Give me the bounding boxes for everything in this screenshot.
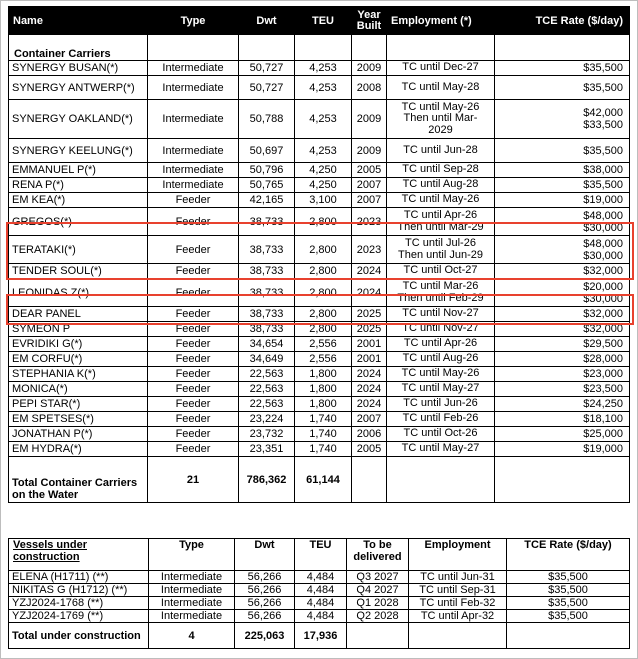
vessel-type: Feeder [148,412,239,427]
fleet-total-label: Total Container Carriers on the Water [9,457,148,503]
construction-vessel-name: YZJ2024-1769 (**) [9,610,149,623]
vessel-name: EMMANUEL P(*) [9,163,148,178]
vessel-row [9,337,630,352]
vessel-row [9,139,630,163]
vessel-type: Feeder [148,352,239,367]
construction-total-dwt: 225,063 [235,623,295,649]
construction-employment: TC until Sep-31 [409,584,507,597]
vessel-employment: TC until Feb-26 [387,412,495,427]
vessel-row [9,442,630,457]
vessel-dwt: 22,563 [239,367,295,382]
vessel-dwt: 50,788 [239,100,295,139]
vessel-employment: TC until Apr-26 [387,337,495,352]
vessel-dwt: 22,563 [239,397,295,412]
vessel-type: Intermediate [148,100,239,139]
vessel-employment: TC until Oct-27 [387,264,495,279]
col-dwt-header: Dwt [239,7,295,35]
vessel-name: SYNERGY BUSAN(*) [9,61,148,76]
vessel-year: 2024 [352,382,387,397]
vessel-dwt: 50,796 [239,163,295,178]
construction-row [9,597,630,610]
vessel-rate: $32,000 [495,322,630,337]
vessel-dwt: 23,224 [239,412,295,427]
vessel-teu: 2,800 [295,264,352,279]
fleet-total-teu: 61,144 [295,457,352,503]
vessel-dwt: 42,165 [239,193,295,208]
vessel-rate: $35,500 [495,61,630,76]
construction-rate: $35,500 [507,571,630,584]
vessel-employment: TC until Jul-26 Then until Jun-29 [387,236,495,264]
vessel-employment: TC until May-26 Then until Mar- 2029 [387,100,495,139]
vessel-name: MONICA(*) [9,382,148,397]
vessel-name: SYNERGY ANTWERP(*) [9,76,148,100]
vessel-type: Feeder [148,208,239,236]
construction-employment: TC until Feb-32 [409,597,507,610]
vessel-row [9,264,630,279]
vessel-rate: $32,000 [495,307,630,322]
vessel-year: 2007 [352,412,387,427]
vessel-employment: TC until Nov-27 [387,322,495,337]
construction-rate: $35,500 [507,584,630,597]
vessel-rate: $35,500 [495,76,630,100]
vessel-name: EM SPETSES(*) [9,412,148,427]
vessel-name: GREGOS(*) [9,208,148,236]
vessel-type: Feeder [148,367,239,382]
vessel-teu: 1,740 [295,427,352,442]
construction-employment: TC until Apr-32 [409,610,507,623]
vessel-row [9,367,630,382]
col-employment-header: Employment (*) [387,7,495,35]
vessel-row [9,61,630,76]
vessel-name: EM HYDRA(*) [9,442,148,457]
vessel-name: SYNERGY KEELUNG(*) [9,139,148,163]
vessel-dwt: 50,727 [239,76,295,100]
vessel-name: EM CORFU(*) [9,352,148,367]
vessel-year: 2007 [352,178,387,193]
vessel-dwt: 38,733 [239,236,295,264]
vessel-type: Feeder [148,442,239,457]
construction-total-row [9,623,630,649]
vessel-rate: $48,000 $30,000 [495,236,630,264]
vessel-employment: TC until Jun-28 [387,139,495,163]
vessel-type: Intermediate [148,76,239,100]
vessel-year: 2024 [352,264,387,279]
col-cdwt-header: Dwt [235,539,295,571]
construction-total-count: 4 [149,623,235,649]
vessel-year: 2023 [352,208,387,236]
vessel-dwt: 23,351 [239,442,295,457]
vessel-employment: TC until Apr-26 Then until Mar-29 [387,208,495,236]
col-cemployment-header: Employment [409,539,507,571]
vessel-employment: TC until May-28 [387,76,495,100]
vessel-teu: 2,800 [295,279,352,307]
vessel-employment: TC until May-27 [387,442,495,457]
construction-employment: TC until Jun-31 [409,571,507,584]
vessel-rate: $23,500 [495,382,630,397]
vessel-dwt: 38,733 [239,208,295,236]
construction-vessel-dwt: 56,266 [235,571,295,584]
vessel-rate: $18,100 [495,412,630,427]
vessel-year: 2007 [352,193,387,208]
col-rate-header: TCE Rate ($/day) [495,7,630,35]
construction-header-row [9,539,630,571]
vessel-row [9,193,630,208]
vessel-year: 2024 [352,397,387,412]
construction-vessel-dwt: 56,266 [235,610,295,623]
vessel-teu: 1,800 [295,367,352,382]
vessel-dwt: 34,649 [239,352,295,367]
vessel-employment: TC until Oct-26 [387,427,495,442]
vessel-dwt: 50,727 [239,61,295,76]
vessel-employment: TC until Dec-27 [387,61,495,76]
vessel-type: Feeder [148,307,239,322]
vessel-teu: 1,740 [295,412,352,427]
vessel-employment: TC until Mar-26 Then until Feb-29 [387,279,495,307]
vessel-row [9,163,630,178]
construction-vessel-name: NIKITAS G (H1712) (**) [9,584,149,597]
col-delivered-header: To be delivered [347,539,409,571]
vessel-name: EVRIDIKI G(*) [9,337,148,352]
vessel-name: LEONIDAS Z(*) [9,279,148,307]
fleet-header-row [9,7,630,35]
vessel-row [9,208,630,236]
vessel-dwt: 38,733 [239,279,295,307]
vessel-year: 2005 [352,442,387,457]
vessel-row [9,397,630,412]
vessel-year: 2024 [352,367,387,382]
vessel-teu: 4,253 [295,139,352,163]
fleet-table [8,6,630,503]
vessel-rate: $19,000 [495,442,630,457]
vessel-dwt: 23,732 [239,427,295,442]
construction-table [8,538,630,649]
construction-vessel-type: Intermediate [149,610,235,623]
fleet-total-row [9,457,630,503]
vessel-teu: 2,556 [295,352,352,367]
vessel-dwt: 50,697 [239,139,295,163]
construction-vessel-name: YZJ2024-1768 (**) [9,597,149,610]
construction-vessel-type: Intermediate [149,584,235,597]
vessel-rate: $38,000 [495,163,630,178]
vessel-employment: TC until Sep-28 [387,163,495,178]
vessel-rate: $48,000 $30,000 [495,208,630,236]
vessel-year: 2025 [352,307,387,322]
vessel-rate: $35,500 [495,178,630,193]
vessel-row [9,427,630,442]
vessel-name: EM KEA(*) [9,193,148,208]
vessel-teu: 2,556 [295,337,352,352]
construction-vessel-type: Intermediate [149,571,235,584]
vessel-teu: 1,800 [295,397,352,412]
vessel-type: Feeder [148,397,239,412]
vessel-type: Intermediate [148,61,239,76]
col-vessels-header: Vessels under construction [9,539,149,571]
vessel-name: TENDER SOUL(*) [9,264,148,279]
vessel-year: 2023 [352,236,387,264]
construction-vessel-dwt: 56,266 [235,584,295,597]
section-label: Container Carriers [9,35,148,61]
vessel-row [9,76,630,100]
vessel-type: Intermediate [148,139,239,163]
vessel-rate: $32,000 [495,264,630,279]
vessel-name: STEPHANIA K(*) [9,367,148,382]
col-teu-header: TEU [295,7,352,35]
vessel-teu: 1,740 [295,442,352,457]
vessel-rate: $35,500 [495,139,630,163]
construction-row [9,610,630,623]
vessel-rate: $23,000 [495,367,630,382]
construction-delivery: Q4 2027 [347,584,409,597]
col-ctype-header: Type [149,539,235,571]
vessel-type: Feeder [148,279,239,307]
col-name-header: Name [9,7,148,35]
vessel-name: JONATHAN P(*) [9,427,148,442]
col-year-header: Year Built [352,7,387,35]
vessel-year: 2001 [352,337,387,352]
construction-vessel-dwt: 56,266 [235,597,295,610]
construction-delivery: Q1 2028 [347,597,409,610]
vessel-row [9,279,630,307]
vessel-type: Feeder [148,322,239,337]
vessel-employment: TC until May-26 [387,193,495,208]
vessel-year: 2009 [352,61,387,76]
construction-rate: $35,500 [507,597,630,610]
vessel-teu: 4,250 [295,163,352,178]
vessel-rate: $24,250 [495,397,630,412]
vessel-employment: TC until Aug-28 [387,178,495,193]
vessel-type: Feeder [148,427,239,442]
vessel-dwt: 38,733 [239,322,295,337]
vessel-employment: TC until Nov-27 [387,307,495,322]
vessel-rate: $19,000 [495,193,630,208]
fleet-total-count: 21 [148,457,239,503]
vessel-year: 2024 [352,279,387,307]
vessel-teu: 2,800 [295,236,352,264]
vessel-employment: TC until Aug-26 [387,352,495,367]
vessel-name: PEPI STAR(*) [9,397,148,412]
vessel-dwt: 50,765 [239,178,295,193]
vessel-row [9,236,630,264]
vessel-teu: 4,253 [295,61,352,76]
vessel-teu: 1,800 [295,382,352,397]
vessel-year: 2005 [352,163,387,178]
construction-total-teu: 17,936 [295,623,347,649]
vessel-teu: 4,253 [295,100,352,139]
vessel-row [9,352,630,367]
construction-row [9,584,630,597]
vessel-teu: 4,253 [295,76,352,100]
vessel-rate: $28,000 [495,352,630,367]
vessel-dwt: 34,654 [239,337,295,352]
vessel-type: Feeder [148,382,239,397]
vessel-row [9,382,630,397]
vessel-year: 2009 [352,139,387,163]
vessel-year: 2025 [352,322,387,337]
vessel-type: Intermediate [148,178,239,193]
vessel-employment: TC until May-26 [387,367,495,382]
vessel-row [9,322,630,337]
vessel-rate: $29,500 [495,337,630,352]
construction-row [9,571,630,584]
vessel-name: SYMEON P [9,322,148,337]
vessel-name: TERATAKI(*) [9,236,148,264]
vessel-type: Feeder [148,193,239,208]
vessel-year: 2006 [352,427,387,442]
vessel-name: DEAR PANEL [9,307,148,322]
vessel-dwt: 22,563 [239,382,295,397]
vessel-type: Feeder [148,236,239,264]
construction-vessel-teu: 4,484 [295,597,347,610]
vessel-teu: 2,800 [295,307,352,322]
construction-total-label: Total under construction [9,623,149,649]
construction-rate: $35,500 [507,610,630,623]
vessel-row [9,100,630,139]
construction-vessel-teu: 4,484 [295,610,347,623]
construction-vessel-teu: 4,484 [295,584,347,597]
vessel-employment: TC until May-27 [387,382,495,397]
vessel-teu: 2,800 [295,322,352,337]
vessel-row [9,307,630,322]
construction-delivery: Q3 2027 [347,571,409,584]
vessel-row [9,412,630,427]
vessel-teu: 4,250 [295,178,352,193]
vessel-teu: 3,100 [295,193,352,208]
vessel-type: Feeder [148,337,239,352]
vessel-year: 2009 [352,100,387,139]
vessel-name: SYNERGY OAKLAND(*) [9,100,148,139]
vessel-type: Feeder [148,264,239,279]
vessel-dwt: 38,733 [239,307,295,322]
vessel-year: 2008 [352,76,387,100]
vessel-row [9,178,630,193]
vessel-rate: $25,000 [495,427,630,442]
construction-vessel-type: Intermediate [149,597,235,610]
vessel-teu: 2,800 [295,208,352,236]
section-row [9,35,630,61]
construction-vessel-teu: 4,484 [295,571,347,584]
vessel-rate: $42,000 $33,500 [495,100,630,139]
vessel-dwt: 38,733 [239,264,295,279]
col-crate-header: TCE Rate ($/day) [507,539,630,571]
vessel-rate: $20,000 $30,000 [495,279,630,307]
vessel-year: 2001 [352,352,387,367]
construction-delivery: Q2 2028 [347,610,409,623]
construction-vessel-name: ELENA (H1711) (**) [9,571,149,584]
fleet-total-dwt: 786,362 [239,457,295,503]
col-cteu-header: TEU [295,539,347,571]
vessel-name: RENA P(*) [9,178,148,193]
col-type-header: Type [148,7,239,35]
vessel-employment: TC until Jun-26 [387,397,495,412]
vessel-type: Intermediate [148,163,239,178]
